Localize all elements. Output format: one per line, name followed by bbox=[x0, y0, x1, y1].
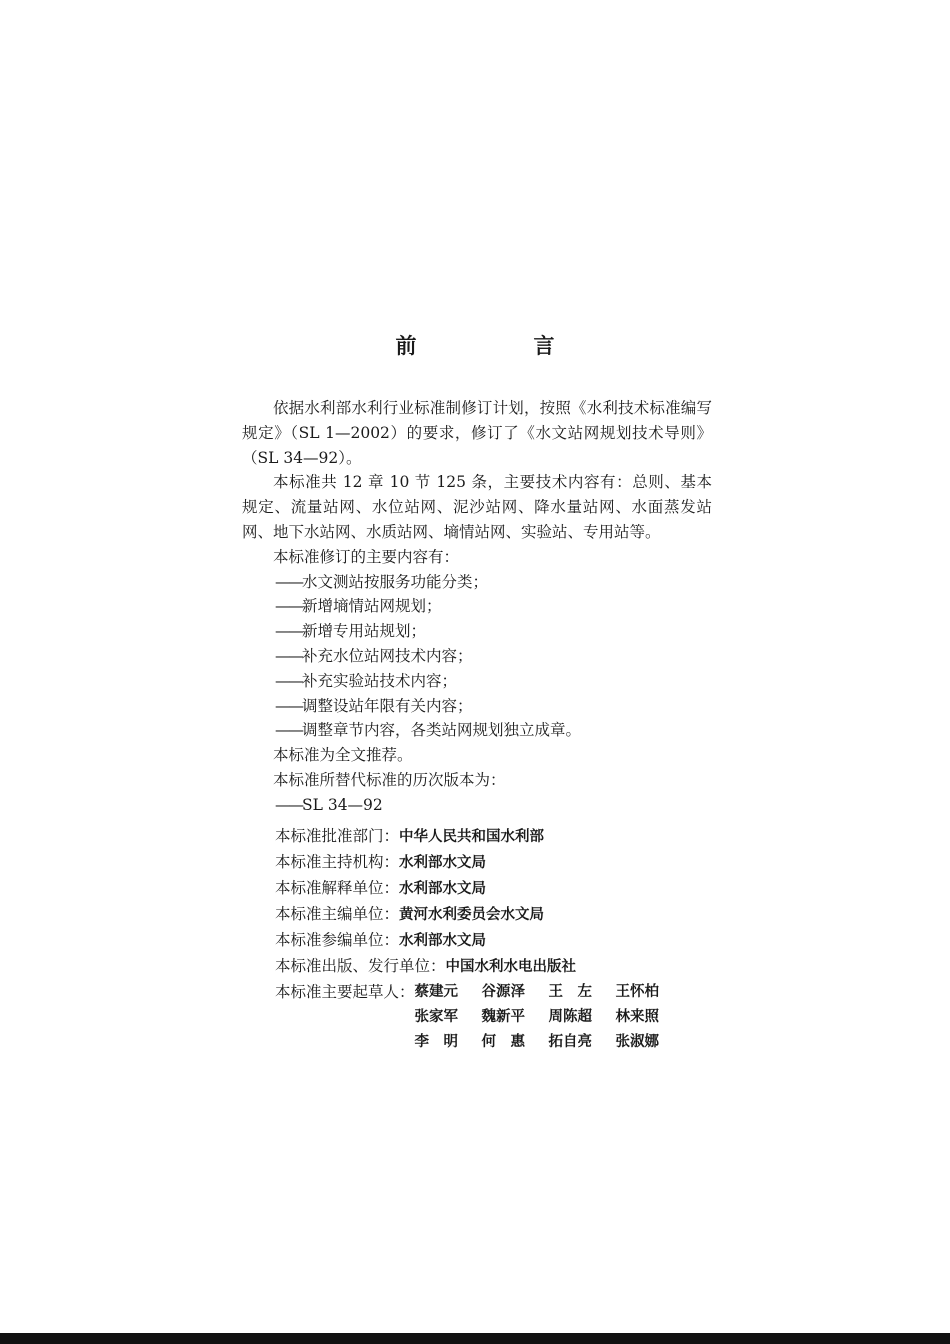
list-item: ——SL 34—92 bbox=[275, 795, 383, 814]
drafter-name: 谷源泽 bbox=[481, 984, 526, 1000]
info-row: 本标准解释单位：水利部水文局 bbox=[275, 879, 487, 897]
drafter-name: 王 左 bbox=[548, 984, 593, 1000]
info-row: 本标准出版、发行单位：中国水利水电出版社 bbox=[275, 957, 577, 975]
dash-mark: —— bbox=[275, 795, 302, 814]
drafter-names bbox=[415, 980, 683, 1055]
info-block bbox=[275, 824, 755, 1055]
info-row: 本标准批准部门：中华人民共和国水利部 bbox=[275, 827, 545, 845]
drafter-name: 周陈超 bbox=[548, 1009, 593, 1025]
recommend-text: 本标准为全文推荐。 bbox=[273, 746, 413, 765]
drafter-name-row bbox=[415, 1030, 683, 1055]
revision-intro: 本标准修订的主要内容有： bbox=[273, 547, 460, 566]
list-item: ——新增墒情站网规划； bbox=[275, 597, 442, 616]
list-item: ——调整设站年限有关内容； bbox=[275, 696, 473, 715]
info-row: 本标准主持机构：水利部水文局 bbox=[275, 853, 487, 871]
drafters-label: 本标准主要起草人： bbox=[275, 983, 415, 1001]
drafter-name: 林来照 bbox=[615, 1009, 660, 1025]
dash-mark: —— bbox=[275, 597, 302, 616]
scan-edge-bar bbox=[0, 1333, 950, 1344]
list-item: ——补充实验站技术内容； bbox=[275, 671, 458, 690]
dash-mark: —— bbox=[275, 572, 302, 591]
info-row: 本标准参编单位：水利部水文局 bbox=[275, 931, 487, 949]
info-row: 本标准主编单位：黄河水利委员会水文局 bbox=[275, 905, 545, 923]
drafter-name: 魏新平 bbox=[481, 1009, 526, 1025]
intro-paragraph: 依据水利部水利行业标准制修订计划，按照《水利技术标准编写规定》（SL 1—2002）的要求，修订了《水文站网规划技术导则》（SL 34—92）。 bbox=[242, 399, 712, 467]
drafter-name: 张淑娜 bbox=[615, 1034, 660, 1050]
drafter-name: 张家军 bbox=[414, 1009, 459, 1025]
drafter-name: 蔡建元 bbox=[414, 984, 459, 1000]
content-paragraph: 本标准共 12 章 10 节 125 条，主要技术内容有：总则、基本规定、流量站网、水位站网、泥沙站网、降水量站网、水面蒸发站网、地下水站网、水质站网、墒情站网、实验站、专用站等。 bbox=[242, 473, 712, 541]
drafters-row bbox=[275, 980, 755, 1055]
list-item: ——水文测站按服务功能分类； bbox=[275, 572, 489, 591]
body-text bbox=[242, 396, 712, 818]
drafter-name: 王怀柏 bbox=[615, 984, 660, 1000]
dash-mark: —— bbox=[275, 721, 302, 740]
list-item: ——新增专用站规划； bbox=[275, 622, 427, 641]
drafter-name-row bbox=[415, 980, 683, 1005]
drafter-name: 拓自亮 bbox=[548, 1034, 593, 1050]
drafter-name-row bbox=[415, 1005, 683, 1030]
list-item: ——调整章节内容，各类站网规划独立成章。 bbox=[275, 721, 582, 740]
dash-mark: —— bbox=[275, 671, 302, 690]
dash-mark: —— bbox=[275, 622, 302, 641]
dash-mark: —— bbox=[275, 696, 302, 715]
drafter-name: 李 明 bbox=[414, 1034, 459, 1050]
dash-mark: —— bbox=[275, 646, 302, 665]
page-title: 前 言 bbox=[395, 334, 603, 358]
drafter-name: 何 惠 bbox=[481, 1034, 526, 1050]
replaced-intro: 本标准所替代标准的历次版本为： bbox=[273, 770, 506, 789]
list-item: ——补充水位站网技术内容； bbox=[275, 646, 473, 665]
